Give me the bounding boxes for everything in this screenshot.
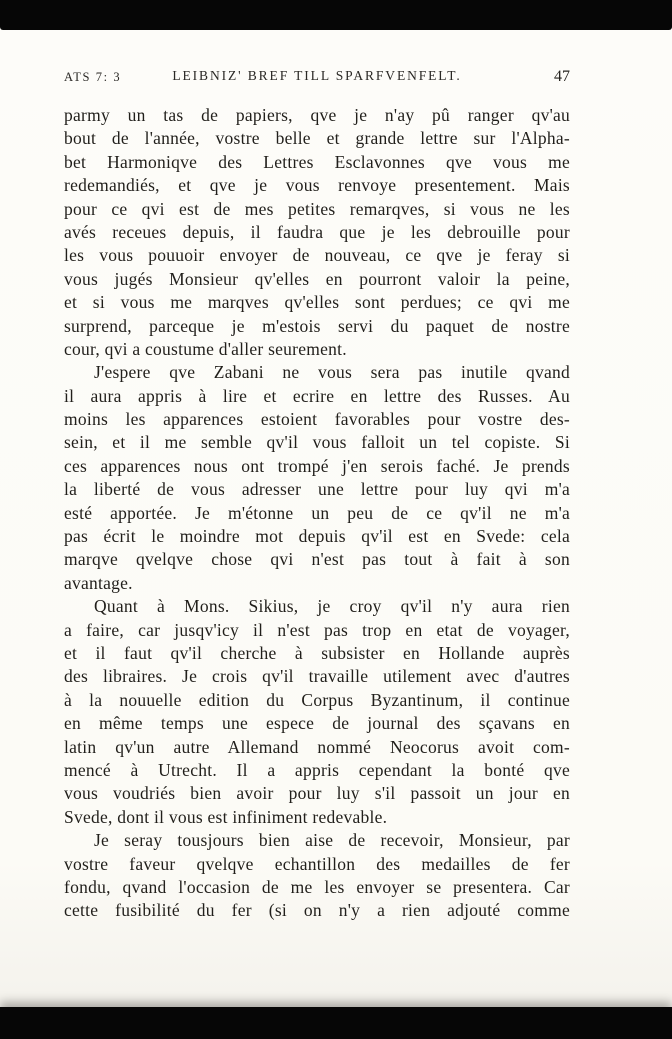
text-line: à la nouuelle edition du Corpus Byzantinum, il continue — [64, 689, 570, 710]
text-line: redemandiés, et qve je vous renvoye presentement. Mais — [64, 175, 570, 196]
paragraph — [64, 595, 570, 829]
text-line: J'espere qve Zabani ne vous sera pas inutile qvand — [94, 362, 570, 383]
text-line: des libraires. Je crois qv'il travaille utilement avec d'autres — [64, 666, 570, 687]
paragraph — [64, 104, 570, 361]
text-line: pas écrit le moindre mot depuis qv'il est en Svede: cela — [64, 526, 570, 547]
text-line: Svede, dont il vous est infiniment redevable. — [64, 806, 388, 827]
text-line: et si vous me marqves qv'elles sont perdues; ce qvi me — [64, 292, 570, 313]
text-line: vous voudriés bien avoir pour luy s'il passoit un jour en — [64, 783, 570, 804]
text-line: mencé à Utrecht. Il a appris cependant la bonté qve — [64, 759, 570, 780]
text-line: ces apparences nous ont trompé j'en serois faché. Je prends — [64, 455, 570, 476]
text-line: avés receues depuis, il faudra que je les debrouille pour — [64, 221, 570, 242]
text-line: marqve qvelqve chose qvi n'est pas tout à fait à son — [64, 549, 570, 570]
header-series-label: ATS 7: 3 — [64, 70, 122, 84]
text-line: parmy un tas de papiers, qve je n'ay pû ranger qv'au — [64, 105, 570, 125]
text-line: en même temps une espece de journal des sçavans en — [64, 713, 570, 734]
text-line: sein, et il me semble qv'il vous falloit un tel copiste. Si — [64, 432, 570, 453]
text-line: vostre faveur qvelqve echantillon des medailles de fer — [64, 853, 570, 874]
text-line: avantage. — [64, 572, 133, 593]
text-line: moins les apparences estoient favorables pour vostre des- — [64, 409, 570, 430]
text-line: bet Harmoniqve des Lettres Esclavonnes qve vous me — [64, 151, 570, 172]
text-line: Je seray tousjours bien aise de recevoir, Monsieur, par — [94, 830, 570, 851]
text-line: fondu, qvand l'occasion de me les envoyer se presentera. Car — [64, 876, 570, 897]
text-line: Quant à Mons. Sikius, je croy qv'il n'y aura rien — [94, 596, 570, 617]
paragraph — [64, 361, 570, 595]
text-line: a faire, car jusqv'icy il n'est pas trop en etat de voyager, — [64, 619, 570, 640]
scan-edge-top — [0, 0, 672, 30]
text-line: surprend, parceque je m'estois servi du paquet de nostre — [64, 315, 570, 336]
text-line: cette fusibilité du fer (si on n'y a rien adjouté comme — [64, 900, 570, 921]
paragraph — [64, 829, 570, 923]
book-page — [0, 30, 672, 1007]
scan-edge-bottom — [0, 1007, 672, 1039]
text-line: esté apportée. Je m'étonne un peu de ce qv'il ne m'a — [64, 502, 570, 523]
page-body — [64, 104, 570, 923]
text-line: la liberté de vous adresser une lettre pour luy qvi m'a — [64, 479, 570, 500]
text-line: les vous pouuoir envoyer de nouveau, ce qve je feray si — [64, 245, 570, 266]
text-line: il aura appris à lire et ecrire en lettre des Russes. Au — [64, 385, 570, 406]
text-line: cour, qvi a coustume d'aller seurement. — [64, 338, 347, 359]
header-running-title: LEIBNIZ' BREF TILL SPARFVENFELT. — [172, 68, 462, 83]
text-line: pour ce qvi est de mes petites remarqves, si vous ne les — [64, 198, 570, 219]
page-number: 47 — [554, 68, 570, 85]
text-line: bout de l'année, vostre belle et grande lettre sur l'Alpha- — [64, 128, 570, 149]
text-line: latin qv'un autre Allemand nommé Neocorus avoit com- — [64, 736, 570, 757]
page-header — [64, 68, 570, 88]
text-line: et il faut qv'il cherche à subsister en Hollande auprès — [64, 642, 570, 663]
text-line: vous jugés Monsieur qv'elles en pourront valoir la peine, — [64, 268, 570, 289]
